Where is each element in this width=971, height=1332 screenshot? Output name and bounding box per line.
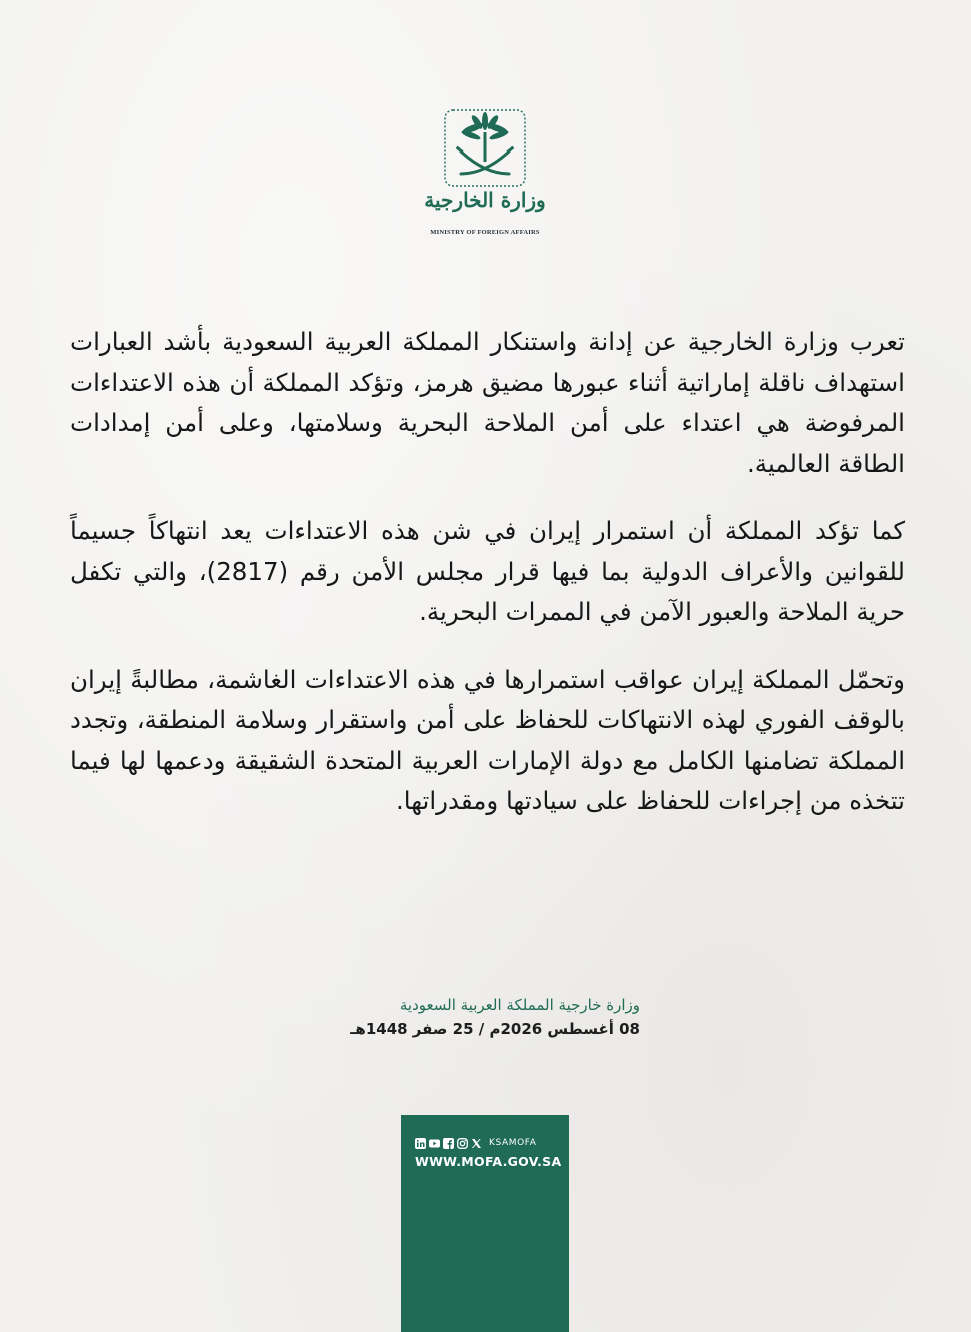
statement-paragraph-2: كما تؤكد المملكة أن استمرار إيران في شن هذه الاعتداءات يعد انتهاكاً جسيماً للقوانين والأعراف الدولية بما فيها قرار مجلس الأمن رقم (2817)، والتي تكفل حرية الملاحة والعبور الآمن في الممرات البحرية. xyxy=(70,516,905,626)
statement-body xyxy=(70,322,905,849)
social-links xyxy=(415,1136,560,1150)
signature-date: 08 أغسطس 2026م / 25 صفر 1448هـ xyxy=(350,1020,640,1038)
logo-arabic-name: وزارة الخارجية xyxy=(424,188,546,212)
social-handle: KSAMOFA xyxy=(489,1138,537,1148)
youtube-icon[interactable] xyxy=(429,1138,440,1149)
statement-paragraph-3: وتحمّل المملكة إيران عواقب استمرارها في هذه الاعتداءات الغاشمة، مطالبةً إيران بالوقف الفوري لهذه الانتهاكات للحفاظ على أمن واستقرار وسلامة المنطقة، وتجدد المملكة تضامنها الكامل مع دولة الإمارات العربية المتحدة الشقيقة ودعمها لها فيما تتخذه من إجراءات للحفاظ على سيادتها ومقدراتها. xyxy=(70,664,905,815)
x-icon[interactable] xyxy=(471,1138,482,1149)
linkedin-icon[interactable] xyxy=(415,1138,426,1149)
statement-paragraph-1: تعرب وزارة الخارجية عن إدانة واستنكار المملكة العربية السعودية بأشد العبارات استهداف ناقلة إماراتية أثناء عبورها مضيق هرمز، وتؤكد المملكة أن هذه الاعتداءات المرفوضة هي اعتداء على أمن الملاحة البحرية وسلامتها، وعلى أمن إمدادات الطاقة العالمية. xyxy=(70,327,905,478)
palm-and-swords-emblem-icon xyxy=(443,108,527,188)
facebook-icon[interactable] xyxy=(443,1138,454,1149)
website-link[interactable]: WWW.MOFA.GOV.SA xyxy=(415,1154,562,1169)
ministry-logo xyxy=(405,100,565,245)
signature-issuer: وزارة خارجية المملكة العربية السعودية xyxy=(399,996,640,1014)
footer-box xyxy=(401,1115,569,1332)
instagram-icon[interactable] xyxy=(457,1138,468,1149)
logo-english-name: MINISTRY OF FOREIGN AFFAIRS xyxy=(430,229,540,236)
signature-block xyxy=(300,993,640,1041)
